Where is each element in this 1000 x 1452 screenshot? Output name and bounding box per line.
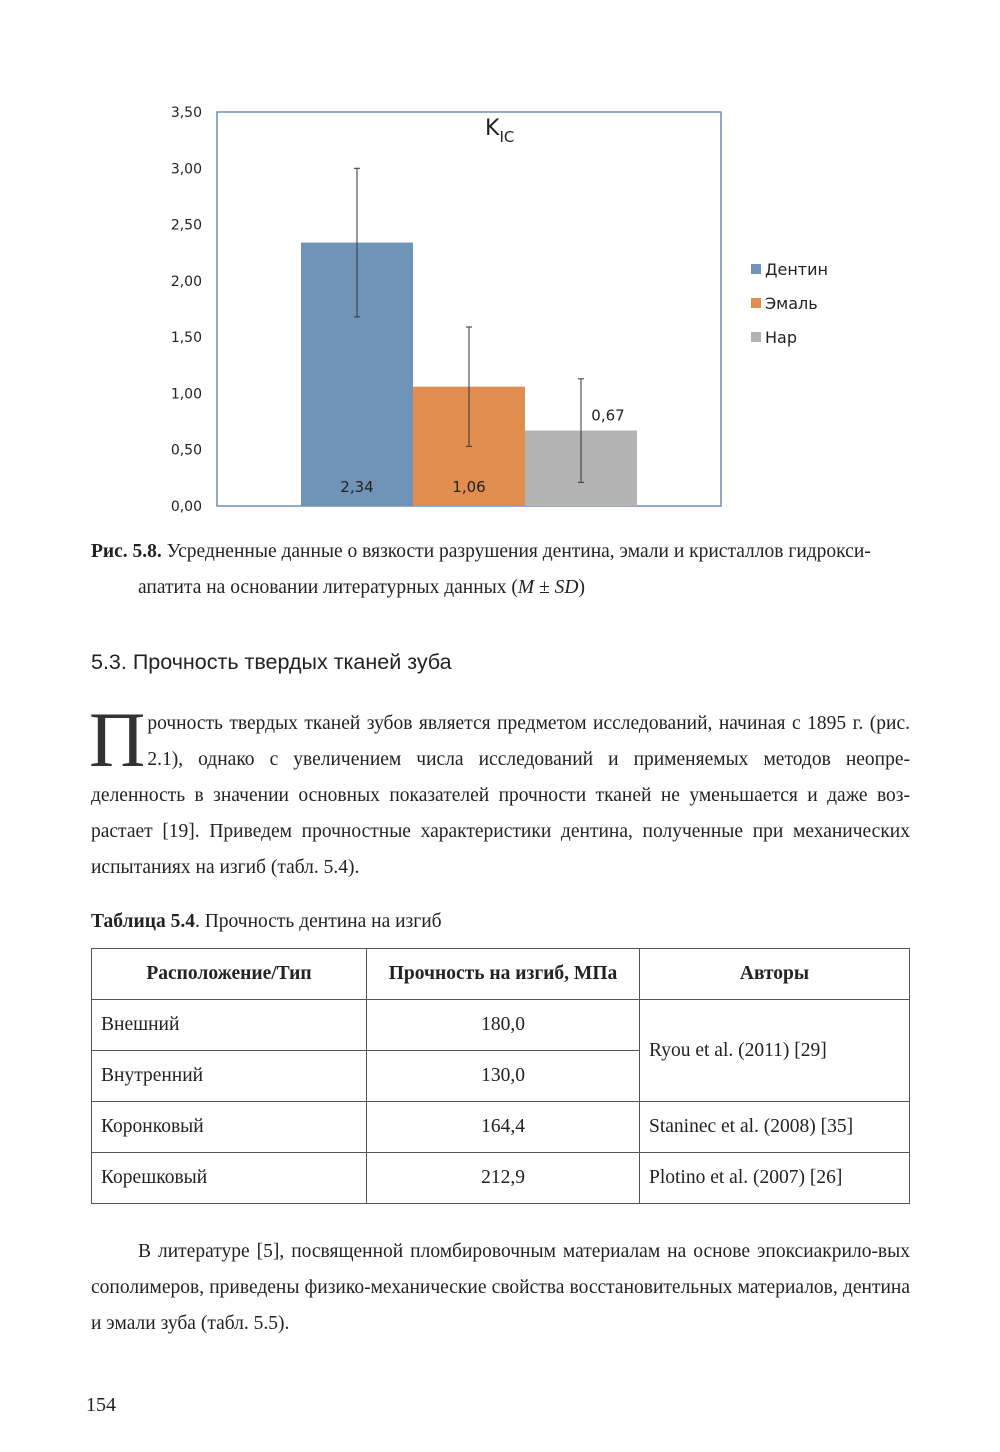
y-tick-label: 0,50 — [170, 442, 202, 459]
dentin-strength-table — [91, 948, 910, 1204]
cell-strength: 180,0 — [367, 1000, 640, 1051]
data-label: 1,06 — [452, 478, 486, 496]
figure-caption-line2-prefix: апатита на основании литературных данных ( — [138, 577, 518, 598]
legend-swatch — [751, 332, 761, 342]
legend-swatch — [751, 298, 761, 308]
legend-label: Нар — [765, 328, 797, 347]
legend-label: Эмаль — [765, 294, 818, 313]
cell-authors: Ryou et al. (2011) [29] — [640, 1000, 910, 1102]
cell-location: Коронковый — [92, 1102, 367, 1153]
y-tick-label: 3,50 — [170, 105, 202, 121]
y-tick-label: 0,00 — [170, 499, 202, 515]
figure-caption-label: Рис. 5.8. — [91, 541, 162, 562]
drop-cap: П — [89, 696, 146, 783]
table-row — [92, 1102, 910, 1153]
paragraph-strength-intro — [89, 696, 910, 886]
y-tick-label: 1,50 — [170, 330, 202, 347]
data-label: 2,34 — [340, 478, 374, 496]
cell-location: Корешковый — [92, 1153, 367, 1204]
legend-swatch — [751, 264, 761, 274]
cell-location: Внешний — [92, 1000, 367, 1051]
table-header-row — [92, 949, 910, 1000]
figure-caption-formula: M ± SD — [517, 577, 579, 598]
kic-bar-chart — [140, 96, 860, 526]
cell-location: Внутренний — [92, 1051, 367, 1102]
column-header-strength: Прочность на изгиб, МПа — [367, 949, 640, 1000]
y-tick-label: 3,00 — [170, 161, 202, 178]
data-label: 0,67 — [591, 406, 625, 425]
y-tick-label: 1,00 — [170, 386, 202, 403]
table-caption-label: Таблица 5.4 — [91, 911, 195, 932]
y-tick-label: 2,50 — [170, 217, 202, 234]
figure-caption-line2-suffix: ) — [578, 577, 585, 598]
table-row — [92, 1153, 910, 1204]
figure-caption — [91, 534, 911, 606]
legend-label: Дентин — [765, 260, 828, 279]
column-header-location: Расположение/Тип — [92, 949, 367, 1000]
chart-title: $K_{IC}$ — [485, 116, 515, 146]
cell-strength: 164,4 — [367, 1102, 640, 1153]
cell-authors: Staninec et al. (2008) [35] — [640, 1102, 910, 1153]
cell-strength: 130,0 — [367, 1051, 640, 1102]
table-caption — [91, 911, 442, 933]
paragraph-strength-text: рочность твердых тканей зубов является предметом исследований, начиная с 1895 г. (рис. 2.1), однако с увеличением числа исследований и применяемых методов неопре-деленность в значении основных показателей прочности тканей не уменьшается и даже воз-растает [19]. Приведем прочностные характеристики дентина, полученные при механических испытаниях на изгиб (табл. 5.4). — [91, 713, 910, 878]
cell-strength: 212,9 — [367, 1153, 640, 1204]
figure-caption-line1: Усредненные данные о вязкости разрушения дентина, эмали и кристаллов гидрокси- — [166, 541, 871, 562]
cell-authors: Plotino et al. (2007) [26] — [640, 1153, 910, 1204]
page-number: 154 — [86, 1394, 116, 1416]
section-heading: 5.3. Прочность твердых тканей зуба — [91, 650, 452, 674]
table-row — [92, 1000, 910, 1051]
column-header-authors: Авторы — [640, 949, 910, 1000]
table-caption-text: . Прочность дентина на изгиб — [194, 911, 442, 932]
paragraph-literature: В литературе [5], посвященной пломбировочным материалам на основе эпоксиакрило-вых сополимеров, приведены физико-механические свойства восстановительных материалов, дентина и эмали зуба (табл. 5.5). — [91, 1241, 910, 1334]
y-tick-label: 2,00 — [170, 273, 202, 290]
